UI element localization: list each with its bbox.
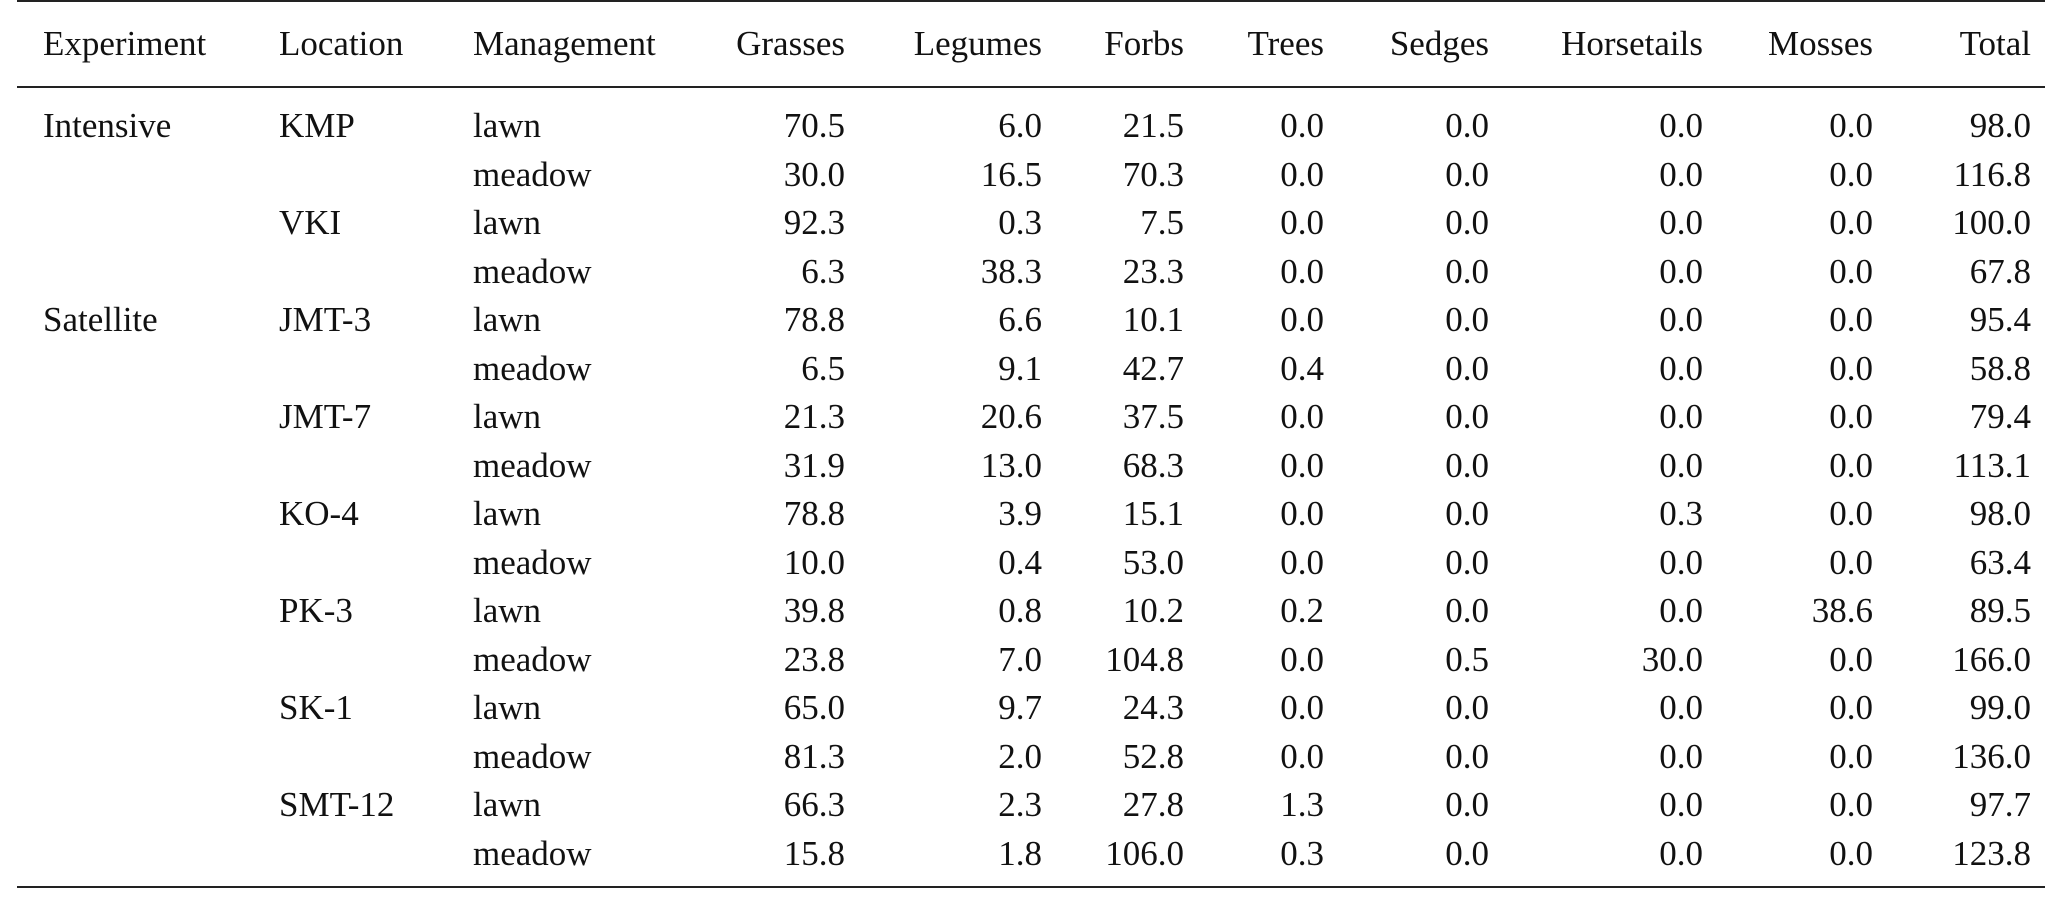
cell-location xyxy=(253,442,447,491)
cell-sedges: 0.0 xyxy=(1445,736,1489,776)
cell-experiment xyxy=(17,684,253,733)
cell-forbs: 52.8 xyxy=(1122,736,1184,776)
cell-sedges: 0.0 xyxy=(1445,106,1489,145)
cell-sedges: 0.0 xyxy=(1445,542,1489,582)
cell-trees: 0.0 xyxy=(1280,154,1324,194)
table-row xyxy=(17,539,2045,588)
cell-legumes: 6.6 xyxy=(998,300,1042,339)
cell-trees: 1.3 xyxy=(1280,785,1324,824)
cell-forbs: 70.3 xyxy=(1122,154,1184,194)
cell-location: JMT-7 xyxy=(279,397,372,436)
cell-grasses: 39.8 xyxy=(783,591,845,630)
table-row xyxy=(17,733,2045,782)
cell-grasses: 21.3 xyxy=(783,397,845,436)
cell-sedges: 0.0 xyxy=(1445,494,1489,533)
table-row xyxy=(17,490,2045,539)
cell-mosses: 0.0 xyxy=(1829,445,1873,485)
cell-forbs: 37.5 xyxy=(1122,397,1184,436)
cell-legumes: 0.4 xyxy=(998,542,1042,582)
cell-sedges: 0.0 xyxy=(1445,251,1489,291)
cell-mosses: 0.0 xyxy=(1829,203,1873,242)
cell-management: meadow xyxy=(447,830,699,888)
cell-horsetails: 0.0 xyxy=(1659,736,1703,776)
cell-forbs: 106.0 xyxy=(1056,830,1198,888)
cell-horsetails: 0.0 xyxy=(1659,154,1703,194)
table-row xyxy=(17,830,2045,888)
cell-mosses: 0.0 xyxy=(1829,106,1873,145)
table-row xyxy=(17,248,2045,297)
cell-forbs: 104.8 xyxy=(1105,639,1184,679)
cell-legumes: 38.3 xyxy=(980,251,1042,291)
cell-total: 166.0 xyxy=(1952,639,2031,679)
cell-legumes: 9.7 xyxy=(998,688,1042,727)
cell-horsetails: 0.0 xyxy=(1659,203,1703,242)
vegetation-composition-table-container xyxy=(17,0,2045,888)
cell-trees: 0.0 xyxy=(1280,688,1324,727)
cell-legumes: 0.8 xyxy=(998,591,1042,630)
cell-grasses: 66.3 xyxy=(783,785,845,824)
cell-management: lawn xyxy=(473,688,542,727)
table-row xyxy=(17,442,2045,491)
cell-legumes: 0.3 xyxy=(998,203,1042,242)
cell-grasses: 92.3 xyxy=(783,203,845,242)
table-row xyxy=(17,345,2045,394)
cell-forbs: 7.5 xyxy=(1140,203,1184,242)
cell-forbs: 21.5 xyxy=(1122,106,1184,145)
cell-grasses: 78.8 xyxy=(783,494,845,533)
cell-horsetails: 30.0 xyxy=(1641,639,1703,679)
column-header-trees: Trees xyxy=(1198,1,1338,87)
cell-trees: 0.3 xyxy=(1198,830,1338,888)
cell-legumes: 13.0 xyxy=(980,445,1042,485)
cell-trees: 0.0 xyxy=(1280,251,1324,291)
cell-mosses: 0.0 xyxy=(1829,542,1873,582)
cell-total: 63.4 xyxy=(1969,542,2031,582)
cell-location xyxy=(253,636,447,685)
cell-location: SK-1 xyxy=(279,688,353,727)
cell-mosses: 0.0 xyxy=(1829,397,1873,436)
cell-grasses: 70.5 xyxy=(783,106,845,145)
cell-grasses: 23.8 xyxy=(783,639,845,679)
cell-sedges: 0.0 xyxy=(1445,300,1489,339)
cell-experiment: Intensive xyxy=(43,106,172,145)
cell-trees: 0.0 xyxy=(1280,542,1324,582)
cell-horsetails: 0.0 xyxy=(1659,251,1703,291)
cell-trees: 0.0 xyxy=(1280,736,1324,776)
cell-forbs: 23.3 xyxy=(1122,251,1184,291)
cell-location: KMP xyxy=(279,106,355,145)
column-header-location: Location xyxy=(253,1,447,87)
cell-experiment xyxy=(17,830,253,888)
cell-legumes: 6.0 xyxy=(998,106,1042,145)
cell-location: KO-4 xyxy=(279,494,359,533)
cell-experiment xyxy=(17,151,253,200)
cell-experiment xyxy=(17,393,253,442)
cell-grasses: 6.5 xyxy=(801,348,845,388)
cell-horsetails: 0.0 xyxy=(1659,542,1703,582)
cell-management: lawn xyxy=(473,203,542,242)
cell-forbs: 53.0 xyxy=(1122,542,1184,582)
cell-horsetails: 0.0 xyxy=(1659,591,1703,630)
vegetation-composition-table xyxy=(17,0,2045,888)
cell-legumes: 20.6 xyxy=(980,397,1042,436)
cell-mosses: 0.0 xyxy=(1829,688,1873,727)
cell-experiment xyxy=(17,442,253,491)
cell-total: 58.8 xyxy=(1969,348,2031,388)
cell-sedges: 0.0 xyxy=(1338,830,1503,888)
cell-trees: 0.0 xyxy=(1280,639,1324,679)
cell-total: 113.1 xyxy=(1953,445,2031,485)
cell-sedges: 0.0 xyxy=(1445,445,1489,485)
table-row xyxy=(17,393,2045,442)
cell-management: meadow xyxy=(473,445,592,485)
cell-grasses: 81.3 xyxy=(783,736,845,776)
cell-horsetails: 0.0 xyxy=(1659,445,1703,485)
cell-total: 95.4 xyxy=(1969,300,2031,339)
cell-total: 100.0 xyxy=(1952,203,2031,242)
cell-mosses: 0.0 xyxy=(1829,736,1873,776)
header-row xyxy=(17,1,2045,87)
cell-management: lawn xyxy=(473,300,542,339)
cell-experiment xyxy=(17,345,253,394)
cell-management: lawn xyxy=(473,785,542,824)
cell-trees: 0.2 xyxy=(1280,591,1324,630)
cell-management: meadow xyxy=(473,542,592,582)
column-header-grasses: Grasses xyxy=(699,1,859,87)
cell-experiment xyxy=(17,539,253,588)
cell-management: meadow xyxy=(473,251,592,291)
cell-horsetails: 0.3 xyxy=(1659,494,1703,533)
cell-management: lawn xyxy=(473,494,542,533)
cell-horsetails: 0.0 xyxy=(1659,300,1703,339)
cell-sedges: 0.0 xyxy=(1445,688,1489,727)
cell-forbs: 15.1 xyxy=(1122,494,1184,533)
cell-management: meadow xyxy=(473,154,592,194)
cell-forbs: 10.1 xyxy=(1122,300,1184,339)
table-row xyxy=(17,587,2045,636)
cell-forbs: 10.2 xyxy=(1122,591,1184,630)
table-header xyxy=(17,1,2045,87)
column-header-forbs: Forbs xyxy=(1056,1,1198,87)
column-header-management: Management xyxy=(447,1,699,87)
cell-total: 99.0 xyxy=(1969,688,2031,727)
column-header-sedges: Sedges xyxy=(1338,1,1503,87)
cell-grasses: 15.8 xyxy=(699,830,859,888)
cell-grasses: 31.9 xyxy=(783,445,845,485)
cell-location: SMT-12 xyxy=(279,785,395,824)
cell-mosses: 0.0 xyxy=(1829,348,1873,388)
cell-location xyxy=(253,733,447,782)
table-row xyxy=(17,296,2045,345)
cell-horsetails: 0.0 xyxy=(1659,348,1703,388)
cell-mosses: 0.0 xyxy=(1829,300,1873,339)
cell-total: 79.4 xyxy=(1969,397,2031,436)
cell-location xyxy=(253,539,447,588)
cell-trees: 0.0 xyxy=(1280,106,1324,145)
cell-location: JMT-3 xyxy=(279,300,372,339)
cell-sedges: 0.0 xyxy=(1445,591,1489,630)
cell-forbs: 24.3 xyxy=(1122,688,1184,727)
cell-horsetails: 0.0 xyxy=(1659,397,1703,436)
column-header-experiment: Experiment xyxy=(17,1,253,87)
cell-location xyxy=(253,345,447,394)
cell-legumes: 16.5 xyxy=(980,154,1042,194)
cell-horsetails: 0.0 xyxy=(1659,106,1703,145)
cell-experiment: Satellite xyxy=(43,300,158,339)
cell-horsetails: 0.0 xyxy=(1503,830,1717,888)
cell-sedges: 0.5 xyxy=(1445,639,1489,679)
cell-trees: 0.0 xyxy=(1280,445,1324,485)
cell-sedges: 0.0 xyxy=(1445,785,1489,824)
cell-grasses: 30.0 xyxy=(783,154,845,194)
cell-trees: 0.0 xyxy=(1280,300,1324,339)
cell-sedges: 0.0 xyxy=(1445,154,1489,194)
cell-total: 116.8 xyxy=(1953,154,2031,194)
cell-management: lawn xyxy=(473,397,542,436)
cell-management: meadow xyxy=(473,736,592,776)
cell-trees: 0.4 xyxy=(1280,348,1324,388)
cell-mosses: 0.0 xyxy=(1829,785,1873,824)
cell-location xyxy=(253,830,447,888)
cell-horsetails: 0.0 xyxy=(1659,785,1703,824)
cell-sedges: 0.0 xyxy=(1445,348,1489,388)
table-row xyxy=(17,151,2045,200)
cell-sedges: 0.0 xyxy=(1445,397,1489,436)
column-header-mosses: Mosses xyxy=(1717,1,1887,87)
column-header-legumes: Legumes xyxy=(859,1,1056,87)
cell-forbs: 68.3 xyxy=(1122,445,1184,485)
cell-mosses: 0.0 xyxy=(1829,639,1873,679)
cell-experiment xyxy=(17,248,253,297)
cell-location xyxy=(253,248,447,297)
cell-mosses: 0.0 xyxy=(1829,154,1873,194)
cell-mosses: 0.0 xyxy=(1717,830,1887,888)
cell-experiment xyxy=(17,636,253,685)
table-body xyxy=(17,87,2045,887)
cell-total: 89.5 xyxy=(1969,591,2031,630)
cell-total: 98.0 xyxy=(1969,106,2031,145)
cell-experiment xyxy=(17,490,253,539)
cell-location: PK-3 xyxy=(279,591,353,630)
cell-management: lawn xyxy=(473,106,542,145)
cell-experiment xyxy=(17,199,253,248)
cell-mosses: 0.0 xyxy=(1829,251,1873,291)
cell-mosses: 38.6 xyxy=(1811,591,1873,630)
cell-total: 123.8 xyxy=(1887,830,2045,888)
cell-total: 98.0 xyxy=(1969,494,2031,533)
cell-legumes: 7.0 xyxy=(998,639,1042,679)
cell-grasses: 10.0 xyxy=(783,542,845,582)
cell-sedges: 0.0 xyxy=(1445,203,1489,242)
cell-management: meadow xyxy=(473,639,592,679)
cell-grasses: 78.8 xyxy=(783,300,845,339)
cell-grasses: 65.0 xyxy=(783,688,845,727)
cell-grasses: 6.3 xyxy=(801,251,845,291)
cell-location: VKI xyxy=(279,203,342,242)
table-row xyxy=(17,87,2045,151)
table-row xyxy=(17,684,2045,733)
table-row xyxy=(17,636,2045,685)
column-header-total: Total xyxy=(1887,1,2045,87)
cell-legumes: 1.8 xyxy=(859,830,1056,888)
cell-legumes: 9.1 xyxy=(998,348,1042,388)
cell-trees: 0.0 xyxy=(1280,397,1324,436)
table-row xyxy=(17,781,2045,830)
cell-total: 97.7 xyxy=(1969,785,2031,824)
cell-experiment xyxy=(17,781,253,830)
cell-total: 67.8 xyxy=(1969,251,2031,291)
cell-trees: 0.0 xyxy=(1280,203,1324,242)
cell-location xyxy=(253,151,447,200)
cell-legumes: 2.3 xyxy=(998,785,1042,824)
cell-horsetails: 0.0 xyxy=(1659,688,1703,727)
cell-management: lawn xyxy=(473,591,542,630)
cell-experiment xyxy=(17,733,253,782)
cell-experiment xyxy=(17,587,253,636)
cell-mosses: 0.0 xyxy=(1829,494,1873,533)
cell-management: meadow xyxy=(473,348,592,388)
cell-total: 136.0 xyxy=(1952,736,2031,776)
cell-forbs: 27.8 xyxy=(1122,785,1184,824)
cell-trees: 0.0 xyxy=(1280,494,1324,533)
cell-legumes: 3.9 xyxy=(998,494,1042,533)
table-row xyxy=(17,199,2045,248)
cell-legumes: 2.0 xyxy=(998,736,1042,776)
column-header-horsetails: Horsetails xyxy=(1503,1,1717,87)
cell-forbs: 42.7 xyxy=(1122,348,1184,388)
